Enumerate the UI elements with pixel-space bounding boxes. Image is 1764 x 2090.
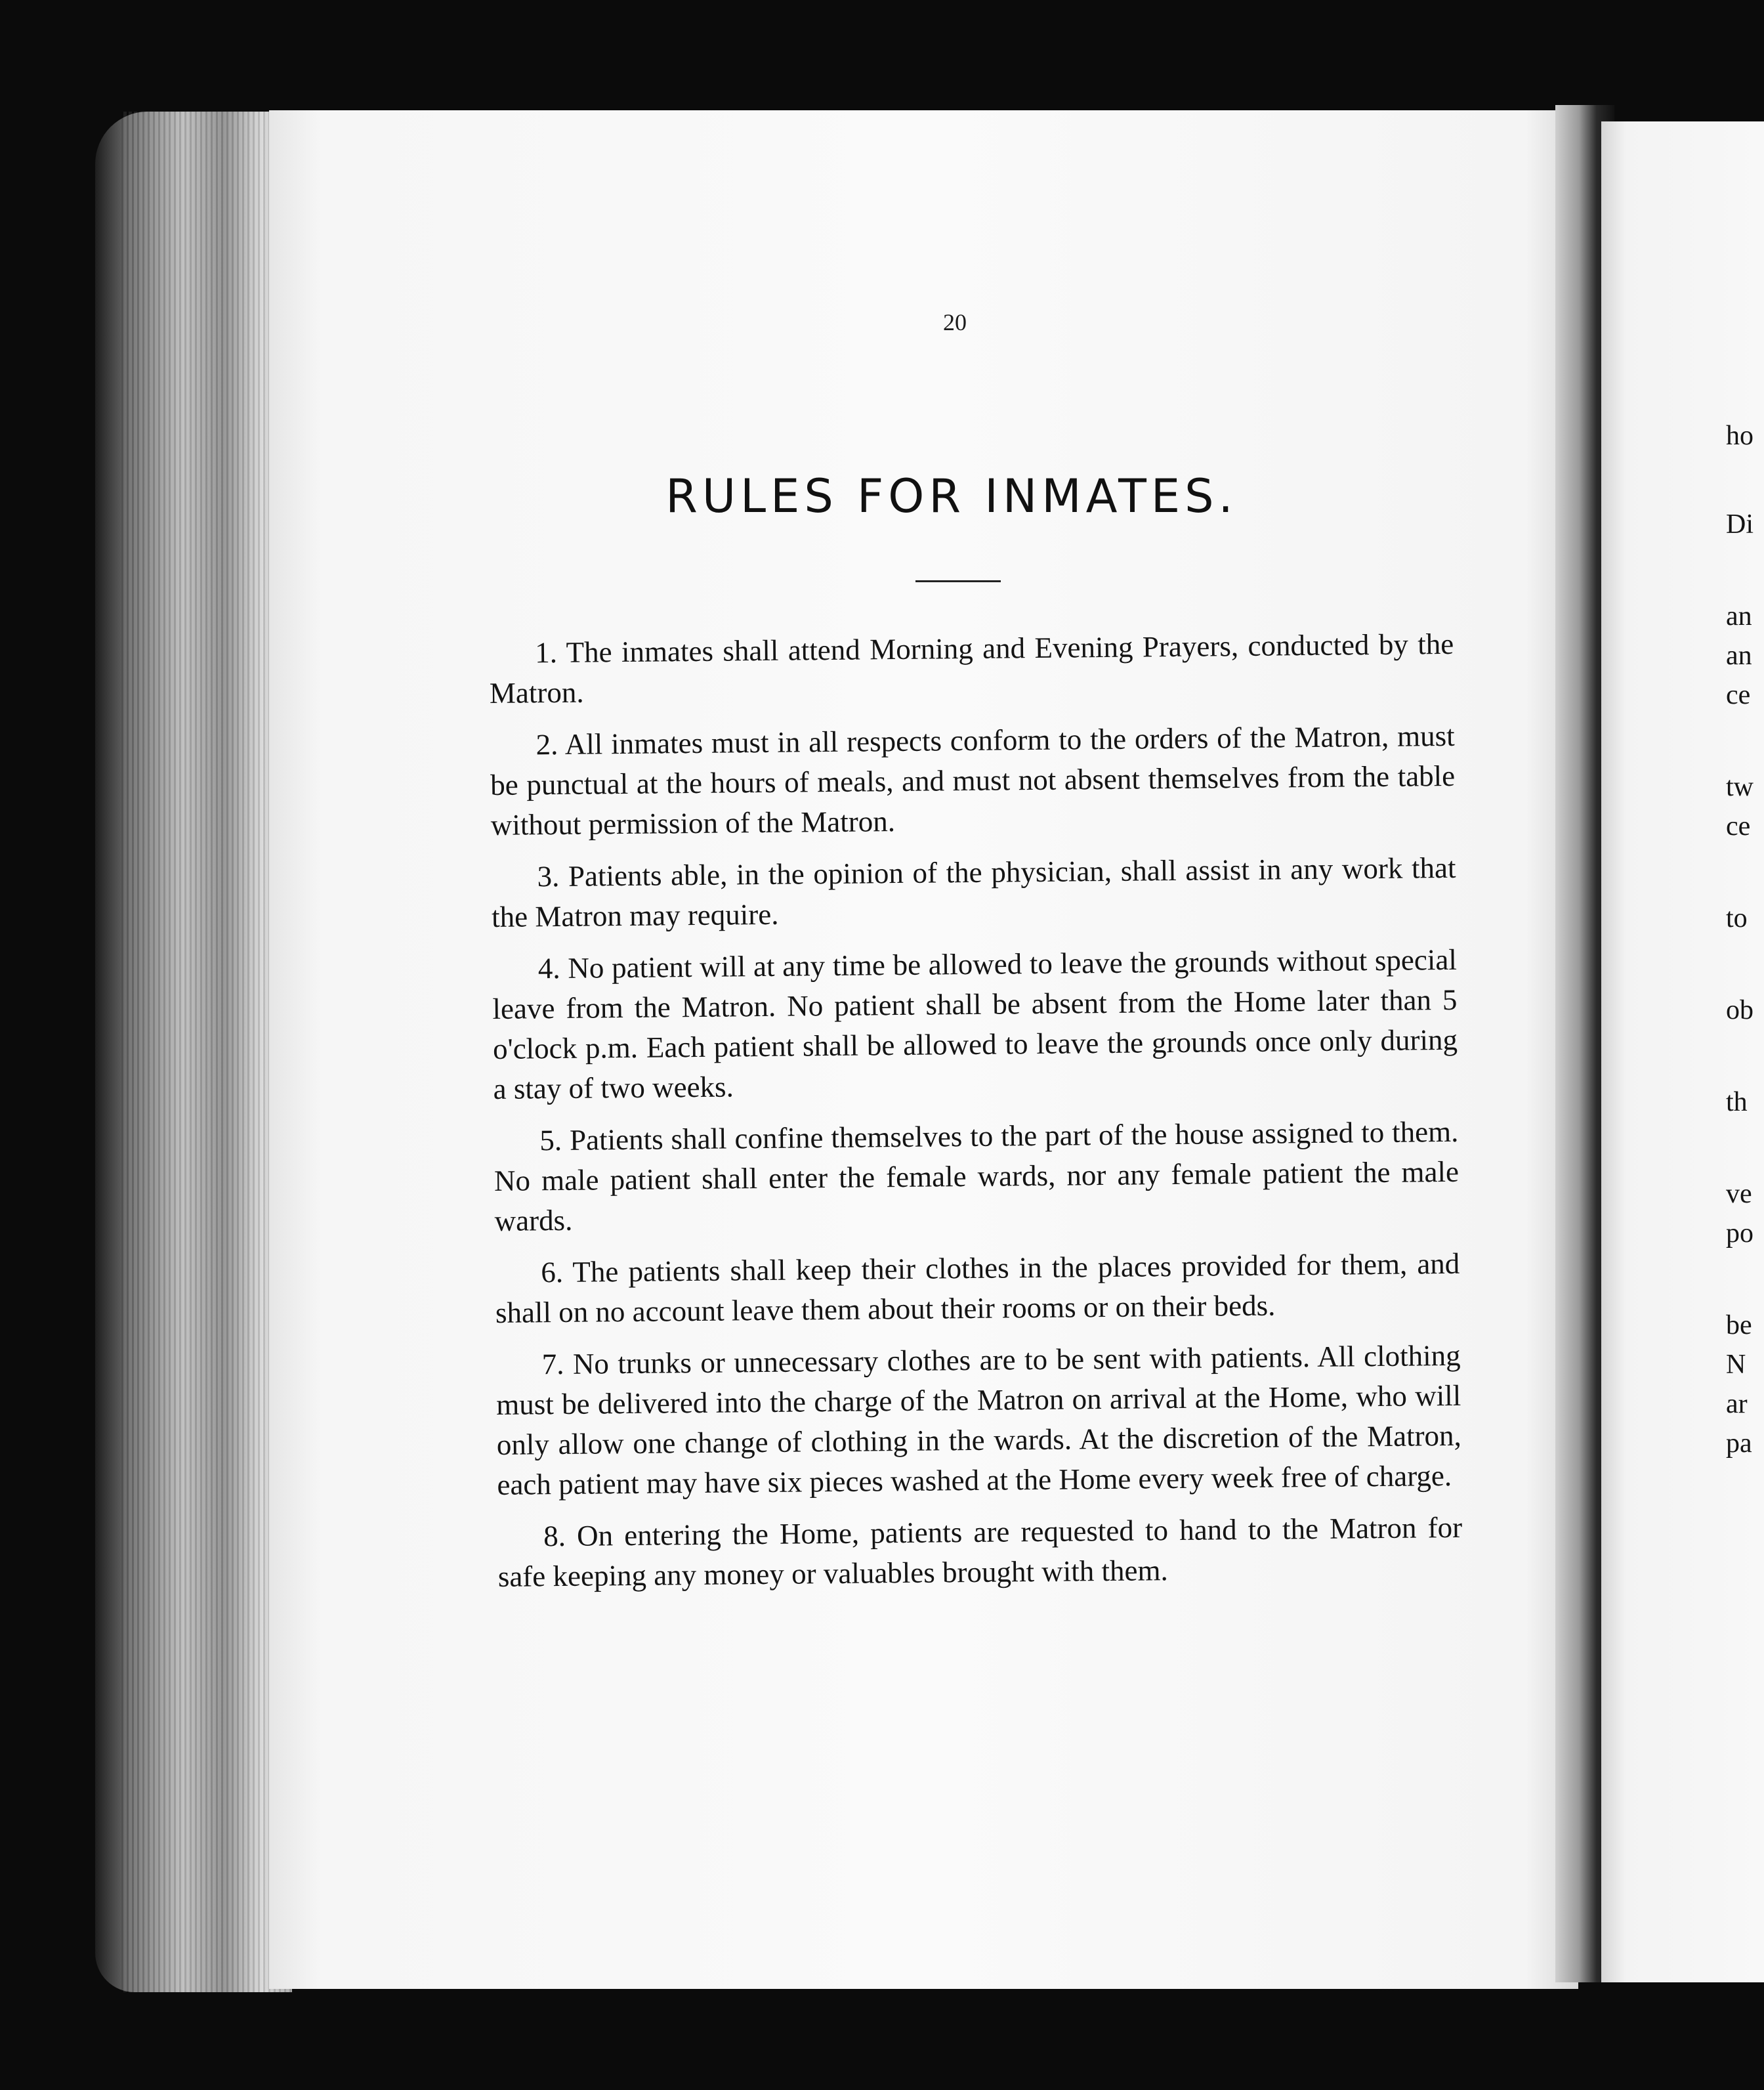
right-page-fragment: Di (1726, 509, 1754, 540)
rule-item: 5. Patients shall confine themselves to the part of the house assigned to them. No male patient shall enter the female wards, nor any female patient the male wards. (494, 1115, 1460, 1237)
right-page-fragment: po (1726, 1218, 1754, 1248)
rule-item: 1. The inmates shall attend Morning and Evening Prayers, conducted by the Matron. (489, 627, 1454, 710)
right-page-fragment: an (1726, 641, 1752, 671)
rule-item: 6. The patients shall keep their clothes in the places provided for them, and shall on no account leave them about their rooms or on their beds. (495, 1247, 1460, 1329)
page-number: 20 (943, 309, 967, 335)
title-divider (915, 580, 1001, 582)
right-page-fragment: to (1726, 903, 1748, 933)
right-page-fragment: ob (1726, 995, 1754, 1025)
right-page-fragment: ho (1726, 421, 1754, 451)
right-page-fragment: ve (1726, 1179, 1752, 1209)
rule-item: 3. Patients able, in the opinion of the physician, shall assist in any work that the Matron may require. (491, 851, 1456, 933)
rules-list (489, 624, 1463, 1609)
page-block-edge (95, 112, 292, 1992)
right-page-fragment: be (1726, 1310, 1752, 1340)
right-page-fragment: N (1726, 1350, 1746, 1380)
rule-item: 8. On entering the Home, patients are requested to hand to the Matron for safe keeping any money or valuables brought with them. (497, 1510, 1463, 1593)
right-page-fragment: ce (1726, 680, 1751, 710)
right-page-fragment: an (1726, 601, 1752, 631)
right-page-fragment: ce (1726, 811, 1751, 842)
rule-item: 4. No patient will at any time be allowed to leave the grounds without special leave from the Matron. No patient shall be absent from the Home later than 5 o'clock p.m. Each patient shall be allowed to leave the grounds once only during a stay of two weeks. (492, 943, 1458, 1105)
right-page-text (1726, 0, 1764, 2090)
right-page-fragment: pa (1726, 1428, 1752, 1459)
page-title: RULES FOR INMATES. (665, 469, 1238, 523)
right-page-fragment: tw (1726, 772, 1754, 802)
right-page-fragment: ar (1726, 1389, 1748, 1419)
rule-item: 7. No trunks or unnecessary clothes are to be sent with patients. All clothing must be delivered into the charge of the Matron on arrival at the Home, who will only allow one change of clothing in the wards. At the discretion of the Matron, each patient may have six pieces washed at the Home every week free of charge. (496, 1338, 1462, 1501)
right-page-fragment: th (1726, 1087, 1748, 1117)
rule-item: 2. All inmates must in all respects conform to the orders of the Matron, must be punctual at the hours of meals, and must not absent themselves from the table without permission of the Matron. (490, 719, 1456, 842)
